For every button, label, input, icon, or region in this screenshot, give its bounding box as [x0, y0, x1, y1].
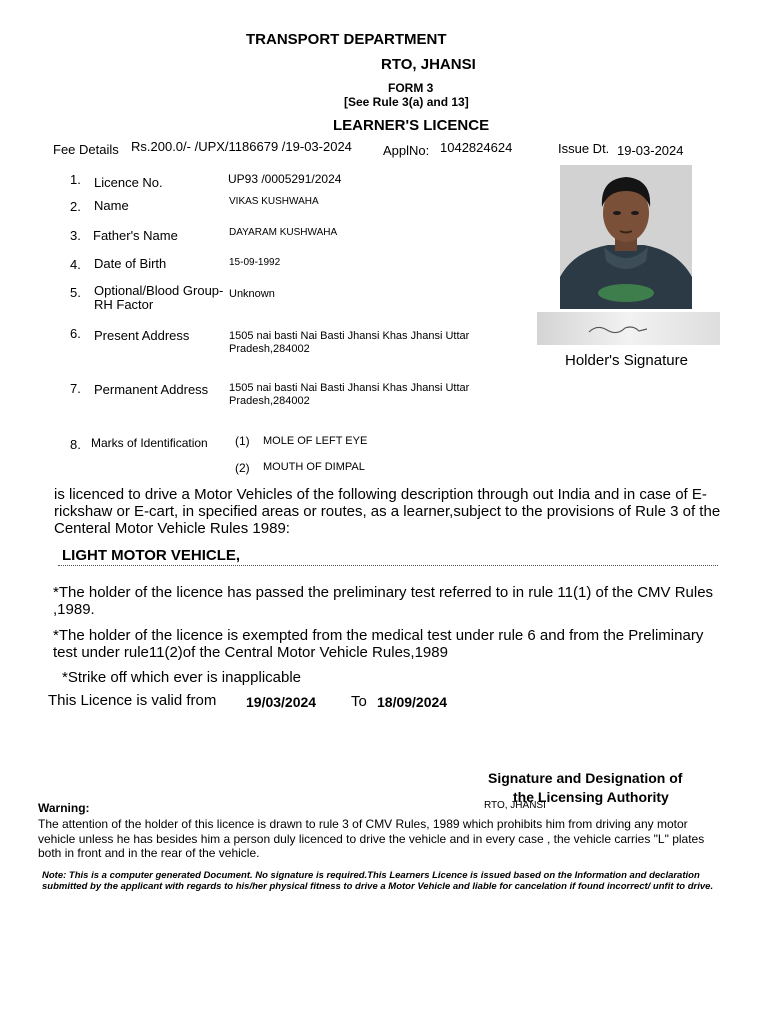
- field-value-fathers-name: DAYARAM KUSHWAHA: [229, 227, 338, 238]
- fee-label: Fee Details: [53, 142, 119, 157]
- field-label-present-address: Present Address: [94, 328, 190, 343]
- field-label-marks: Marks of Identification: [91, 436, 208, 450]
- field-label-rh-factor: RH Factor: [94, 297, 154, 312]
- appl-label: ApplNo:: [383, 143, 430, 158]
- validity-from: 19/03/2024: [246, 694, 317, 710]
- warning-label: Warning:: [38, 801, 90, 815]
- field-label-fathers-name: Father's Name: [93, 228, 178, 243]
- holder-photo: [560, 165, 692, 309]
- computer-generated-note: Note: This is a computer generated Document. No signature is required.This Learners Licence is issued based on the Information and declaration submitted by the applicant with regards to his/her physical fitness to drive a Motor Vehicle and liable for cancelation if found incorrect/ unfit to drive.: [42, 870, 714, 892]
- field-number: 1.: [70, 172, 81, 187]
- appl-value: 1042824624: [440, 140, 513, 155]
- clause-preliminary-test: *The holder of the licence has passed the preliminary test referred to in rule 11(1) of the CMV Rules ,1989.: [53, 584, 714, 618]
- rto-title: RTO, JHANSI: [381, 56, 476, 73]
- holder-signature-image: [537, 312, 720, 345]
- warning-text: The attention of the holder of this licence is drawn to rule 3 of CMV Rules, 1989 which prohibits him from driving any motor vehicle unless he has besides him a person duly licenced to drive the vehicle and in every case , the vehicle carries "L" plates both in front and in the rear of the vehicle.: [38, 817, 705, 860]
- mark-index: (2): [235, 461, 250, 475]
- rule-reference: [See Rule 3(a) and 13]: [344, 95, 469, 109]
- document-title: LEARNER'S LICENCE: [333, 117, 490, 134]
- field-value-blood-group: Unknown: [229, 288, 275, 300]
- issue-value: 19-03-2024: [617, 143, 684, 158]
- field-value-licence-no: UP93 /0005291/2024: [228, 172, 342, 186]
- vehicle-class: LIGHT MOTOR VEHICLE,: [62, 547, 241, 564]
- field-label-permanent-address: Permanent Address: [94, 382, 209, 397]
- field-number: 4.: [70, 257, 81, 272]
- field-number: 6.: [70, 326, 81, 341]
- strike-note: *Strike off which ever is inapplicable: [62, 669, 302, 686]
- field-value-dob: 15-09-1992: [229, 257, 281, 268]
- field-number: 3.: [70, 228, 81, 243]
- validity-to-label: To: [351, 693, 367, 710]
- authority-line1: Signature and Designation of: [488, 770, 683, 786]
- signature-scribble: [537, 312, 720, 345]
- validity-label: This Licence is valid from: [48, 692, 217, 709]
- field-value-present-address-line1: 1505 nai basti Nai Basti Jhansi Khas Jhansi Uttar: [229, 330, 470, 342]
- field-number: 5.: [70, 285, 81, 300]
- form-number: FORM 3: [388, 81, 434, 95]
- field-value-permanent-address-line1: 1505 nai basti Nai Basti Jhansi Khas Jhansi Uttar: [229, 382, 470, 394]
- vehicle-class-dotted-line: [58, 565, 718, 566]
- field-number: 2.: [70, 199, 81, 214]
- field-label-blood-group: Optional/Blood Group-: [94, 283, 224, 298]
- field-number: 8.: [70, 437, 81, 452]
- mark-index: (1): [235, 434, 250, 448]
- holder-signature-label: Holder's Signature: [565, 352, 688, 369]
- field-label-name: Name: [94, 198, 129, 213]
- department-title: TRANSPORT DEPARTMENT: [246, 31, 447, 48]
- field-value-name: VIKAS KUSHWAHA: [229, 196, 319, 207]
- authority-office: RTO, JHANSI: [484, 800, 546, 811]
- mark-text: MOUTH OF DIMPAL: [263, 461, 365, 473]
- validity-to: 18/09/2024: [377, 694, 448, 710]
- field-number: 7.: [70, 381, 81, 396]
- field-label-licence-no: Licence No.: [94, 175, 163, 190]
- licence-statement: is licenced to drive a Motor Vehicles of the following description through out India and in case of E-rickshaw or E-cart, in specified areas or routes, as a learner,subject to the provisions of Rule 3 of the Centeral Motor Vehicle Rules 1989:: [54, 486, 721, 537]
- mark-text: MOLE OF LEFT EYE: [263, 435, 368, 447]
- holder-photo-image: [560, 165, 692, 309]
- issue-label: Issue Dt.: [558, 141, 610, 156]
- field-value-permanent-address-line2: Pradesh,284002: [229, 395, 310, 407]
- field-label-dob: Date of Birth: [94, 256, 167, 271]
- clause-medical-exemption: *The holder of the licence is exempted from the medical test under rule 6 and from the Preliminary test under rule11(2)of the Central Motor Vehicle Rules,1989: [53, 627, 704, 661]
- field-value-present-address-line2: Pradesh,284002: [229, 343, 310, 355]
- fee-value: Rs.200.0/- /UPX/1186679 /19-03-2024: [131, 139, 352, 154]
- authority-line2: the Licensing Authority: [513, 789, 669, 805]
